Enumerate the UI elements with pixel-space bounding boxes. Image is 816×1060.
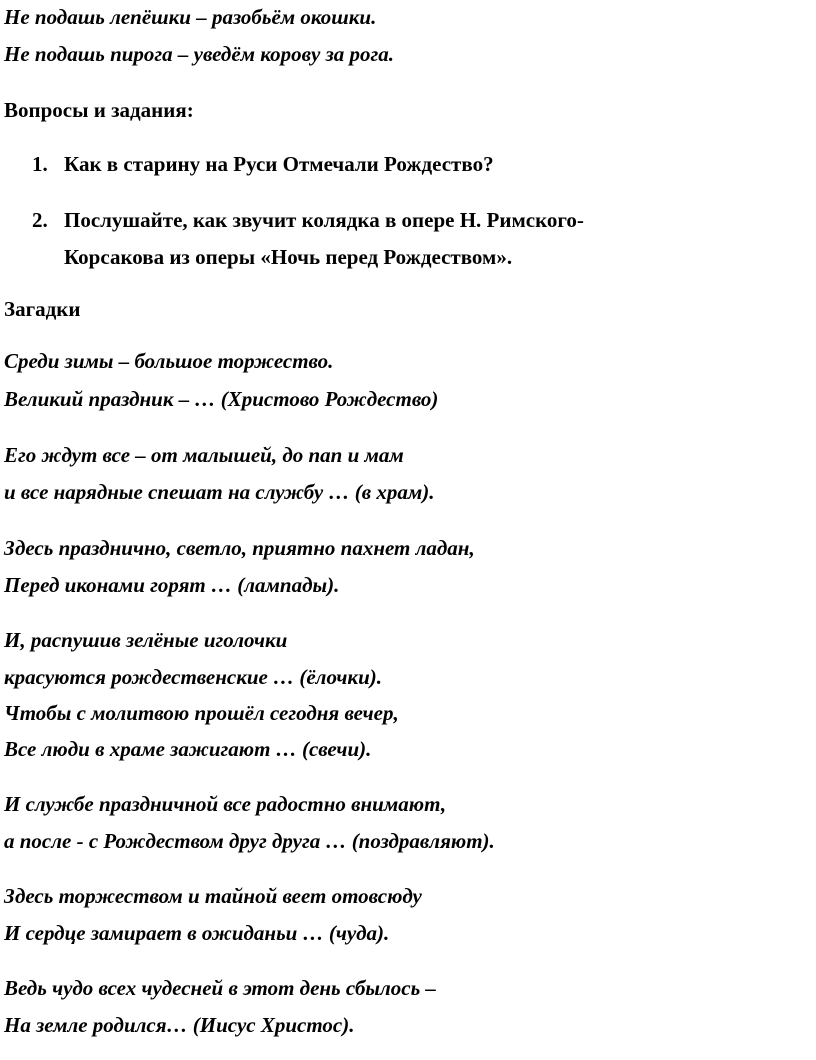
question-number: 2. [32, 208, 48, 232]
question-text: Послушайте, как звучит колядка в опере Н. Римского- [64, 208, 584, 232]
questions-heading: Вопросы и задания: [4, 98, 194, 122]
riddle-line: Здесь празднично, светло, приятно пахнет ладан, [4, 536, 475, 560]
riddle-line: Его ждут все – от малышей, до пап и мам [4, 443, 404, 467]
riddle-line: красуются рождественские … (ёлочки). [4, 665, 382, 689]
riddle-line: а после - с Рождеством друг друга … (поздравляют). [4, 829, 495, 853]
riddle-line: Перед иконами горят … (лампады). [4, 573, 340, 597]
question-text: Корсакова из оперы «Ночь перед Рождеством». [64, 245, 513, 269]
riddle-line: Великий праздник – … (Христово Рождество) [4, 387, 439, 411]
riddle-line: И, распушив зелёные иголочки [4, 628, 288, 652]
riddle-line: И сердце замирает в ожиданьи … (чуда). [4, 921, 390, 945]
question-number: 1. [32, 152, 48, 176]
riddles-heading: Загадки [4, 297, 81, 321]
riddle-line: Здесь торжеством и тайной веет отовсюду [4, 884, 422, 908]
riddle-line: Чтобы с молитвою прошёл сегодня вечер, [4, 701, 399, 725]
riddle-line: Все люди в храме зажигают … (свечи). [4, 737, 372, 761]
intro-line: Не подашь лепёшки – разобьём окошки. [4, 5, 377, 29]
riddle-line: На земле родился… (Иисус Христос). [4, 1013, 355, 1037]
riddle-line: и все нарядные спешат на службу … (в храм). [4, 480, 435, 504]
question-text: Как в старину на Руси Отмечали Рождество? [64, 152, 494, 176]
riddle-line: Ведь чудо всех чудесней в этот день сбылось – [4, 976, 436, 1000]
intro-line: Не подашь пирога – уведём корову за рога. [4, 42, 395, 66]
riddle-line: И службе праздничной все радостно внимают, [4, 792, 447, 816]
riddle-line: Среди зимы – большое торжество. [4, 349, 334, 373]
